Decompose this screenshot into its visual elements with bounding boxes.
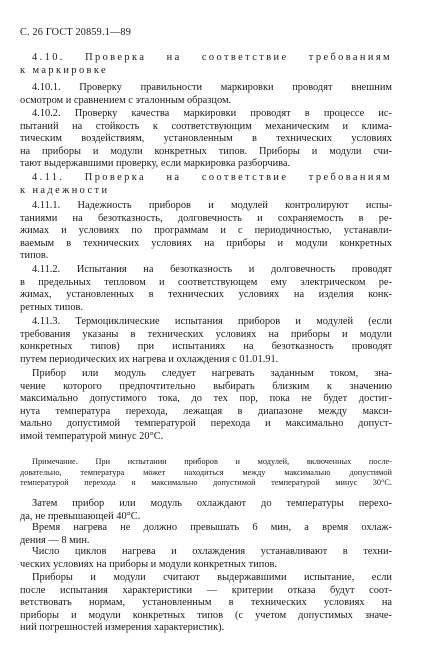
- text-line: Прибор или модуль следует нагревать заданным током, зна-: [32, 368, 392, 379]
- text-line: ческих условиях на приборы и модули конкретных типов.: [20, 558, 278, 570]
- text-line: тическим воздействиям, установленным в технических условиях: [20, 133, 392, 145]
- paragraph-acceptance: [20, 572, 392, 635]
- note-line: температурой перехода и максимально допустимой температурой минус 30°С.: [20, 478, 392, 488]
- text-line: ваемым в технических условиях на приборы и модули конкретных: [20, 237, 392, 249]
- text-line: тают выдержавшими проверку, если маркировка разборчива.: [20, 158, 291, 170]
- paragraph-duration: [20, 522, 392, 547]
- text-line: конкретных типов) при испытаниях на безотказность проводят: [20, 341, 392, 353]
- paragraph-heating: [20, 368, 392, 443]
- text-line: да, не превышающей 40°С.: [20, 510, 141, 522]
- text-line: осмотром и сравнением с эталонным образцом.: [20, 94, 232, 106]
- text-line: в предельных тепловом и соответствующем ему электрическом ре-: [20, 276, 392, 288]
- text-line: имой температурой минус 20°С.: [20, 430, 164, 442]
- paragraph-4-11-2: [20, 264, 392, 314]
- text-line: Число циклов нагрева и охлаждения устанавливают в техни-: [32, 546, 392, 557]
- page-header: С. 26 ГОСТ 20859.1—89: [20, 27, 131, 38]
- text-line: пытаний на стойкость к соответствующим механическим и клима-: [20, 120, 392, 132]
- paragraph-cycles: [20, 546, 392, 571]
- text-line: жимах и условиях по программам и с периодичностью, устанавли-: [20, 225, 392, 237]
- text-line: таниями на безотказность, долговечность и сохраняемость в ре-: [20, 212, 392, 224]
- text-line: Время нагрева не должно превышать 6 мин, а время охлаж-: [32, 522, 392, 533]
- section-4-10-title: [20, 52, 392, 77]
- section-title-line: 4.11. Проверка на соответствие требованиям: [32, 172, 392, 183]
- text-line: Приборы и модули считают выдержавшими испытание, если: [32, 572, 392, 583]
- text-line: ретных типов.: [20, 301, 84, 313]
- text-line: требования указаны в технических условиях на приборы и модули: [20, 328, 392, 340]
- paragraph-4-11-3: [20, 316, 392, 366]
- note-line: Примечание. При испытании приборов и модулей, включенных после-: [32, 457, 392, 466]
- paragraph-4-10-2: [20, 108, 392, 171]
- text-line: 4.10.1. Проверку правильности маркировки проводят внешним: [32, 82, 392, 93]
- text-line: после испытания характеристики — критерии отказа будут соот-: [20, 584, 392, 596]
- text-line: путем периодических их нагрева и охлаждения с 01.01.91.: [20, 353, 279, 365]
- section-title-line: к маркировке: [20, 64, 109, 76]
- text-line: ветствовать нормам, установленным в технических условиях на: [20, 597, 392, 609]
- paragraph-4-11-1: [20, 200, 392, 263]
- paragraph-cooling: [20, 498, 392, 523]
- text-line: 4.11.3. Термоциклические испытания приборов и модулей (если: [32, 316, 392, 327]
- text-line: 4.11.1. Надежность приборов и модулей контролируют испы-: [32, 200, 392, 211]
- note-block: [20, 457, 392, 489]
- text-line: приборы и модули конкретных типов (с учетом допустимых значе-: [20, 609, 392, 621]
- section-4-11-title: [20, 172, 392, 197]
- text-line: на приборы и модули конкретных типов. Приборы и модули счи-: [20, 145, 392, 157]
- section-title-line: 4.10. Проверка на соответствие требованиям: [32, 52, 392, 63]
- text-line: Затем прибор или модуль охлаждают до температуры перехо-: [32, 498, 392, 509]
- paragraph-4-10-1: [20, 82, 392, 107]
- section-title-line: к надежности: [20, 184, 110, 196]
- text-line: 4.11.2. Испытания на безотказность и долговечность проводят: [32, 264, 392, 275]
- text-line: чение которого предпочтительно выбирать близким к значению: [20, 380, 392, 392]
- text-line: мально допустимой температурой перехода и максимально допуст-: [20, 418, 392, 430]
- text-line: максимально допустимого тока, до тех пор, пока не будет достиг-: [20, 393, 392, 405]
- note-line: довательно, температура может находиться между максимально допустимой: [20, 467, 392, 477]
- text-line: 4.10.2. Проверку качества маркировки проводят в процессе ис-: [32, 108, 392, 119]
- text-line: ний погрешностей измерения характеристик).: [20, 622, 225, 634]
- text-line: типов.: [20, 250, 49, 262]
- text-line: жимах, установленных в технических условиях на изделия конк-: [20, 289, 392, 301]
- text-line: дения — 8 мин.: [20, 534, 90, 546]
- text-line: нута температура перехода, лежащая в диапазоне между макси-: [20, 405, 392, 417]
